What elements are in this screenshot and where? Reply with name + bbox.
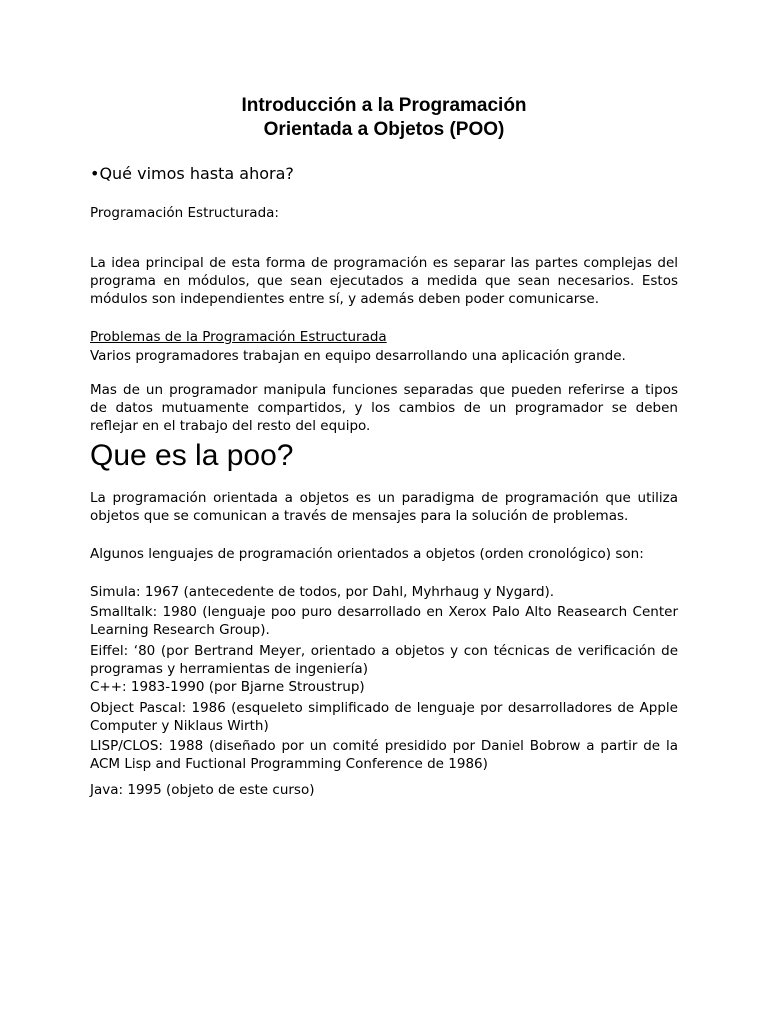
problems-heading: Problemas de la Programación Estructurada — [90, 329, 387, 345]
problem-1: Varios programadores trabajan en equipo desarrollando una aplicación grande. — [90, 348, 626, 364]
java-line: Java: 1995 (objeto de este curso) — [90, 782, 315, 798]
language-item: Eiffel: ‘80 (por Bertrand Meyer, orientado a objetos y con técnicas de verificación de programas y herramientas de ingeniería) — [90, 642, 678, 677]
language-item: C++: 1983-1990 (por Bjarne Stroustrup) — [90, 678, 365, 695]
subheading-structured: Programación Estructurada: — [90, 205, 279, 221]
bullet-question: •Qué vimos hasta ahora? — [90, 164, 294, 183]
problem-2: Mas de un programador manipula funciones separadas que pueden referirse a tipos de datos mutuamente compartidos, y los cambios de un programador se deben reflejar en el trabajo del resto del equipo. — [90, 381, 678, 434]
language-item: Smalltalk: 1980 (lenguaje poo puro desarrollado en Xerox Palo Alto Reasearch Center Learning Research Group). — [90, 603, 678, 638]
paragraph-structured: La idea principal de esta forma de programación es separar las partes complejas del programa en módulos, que sean ejecutados a medida que sean necesarios. Estos módulos son independientes entre sí, y además deben poder comunicarse. — [90, 254, 678, 307]
language-item: LISP/CLOS: 1988 (diseñado por un comité presidido por Daniel Bobrow a partir de la ACM Lisp and Fuctional Programming Conference de 1986) — [90, 737, 678, 772]
title-line-2: Orientada a Objetos (POO) — [263, 119, 505, 140]
language-item: Object Pascal: 1986 (esqueleto simplificado de lenguaje por desarrolladores de Apple Computer y Niklaus Wirth) — [90, 699, 678, 734]
languages-intro: Algunos lenguajes de programación orientados a objetos (orden cronológico) son: — [90, 545, 644, 562]
section-heading-poo: Que es la poo? — [90, 439, 294, 472]
title-line-1: Introducción a la Programación — [241, 95, 527, 116]
document-title — [90, 94, 678, 142]
poo-definition: La programación orientada a objetos es un paradigma de programación que utiliza objetos que se comunican a través de mensajes para la solución de problemas. — [90, 489, 678, 524]
language-item: Simula: 1967 (antecedente de todos, por Dahl, Myhrhaug y Nygard). — [90, 583, 555, 600]
